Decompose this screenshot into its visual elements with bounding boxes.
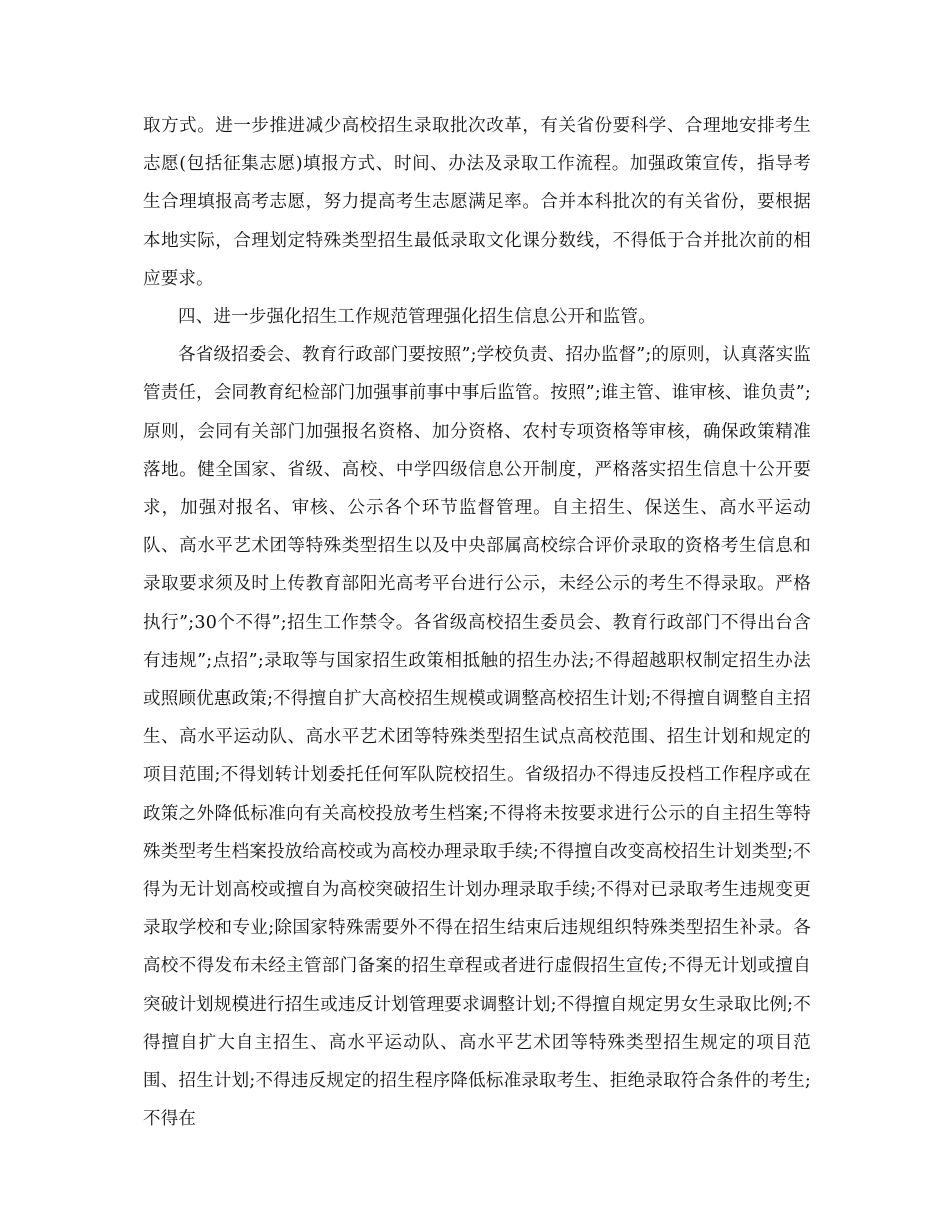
- document-body: [143, 107, 811, 1138]
- paragraph-admission-methods: 取方式。进一步推进减少高校招生录取批次改革，有关省份要科学、合理地安排考生志愿(包括征集志愿)填报方式、时间、办法及录取工作流程。加强政策宣传，指导考生合理填报高考志愿，努力提高考生志愿满足率。合并本科批次的有关省份，要根据本地实际，合理划定特殊类型招生最低录取文化课分数线，不得低于合并批次前的相应要求。: [143, 116, 811, 289]
- paragraph-supervision: 各省级招委会、教育行政部门要按照”;学校负责、招办监督”;的原则，认真落实监管责任，会同教育纪检部门加强事前事中事后监管。按照”;谁主管、谁审核、谁负责”;原则，会同有关部门加强报名资格、加分资格、农村专项资格等审核，确保政策精准落地。健全国家、省级、高校、中学四级信息公开制度，严格落实招生信息十公开要求，加强对报名、审核、公示各个环节监督管理。自主招生、保送生、高水平运动队、高水平艺术团等特殊类型招生以及中央部属高校综合评价录取的资格考生信息和录取要求须及时上传教育部阳光高考平台进行公示，未经公示的考生不得录取。严格执行”;30个不得”;招生工作禁令。各省级高校招生委员会、教育行政部门不得出台含有违规”;点招”;录取等与国家招生政策相抵触的招生办法;不得超越职权制定招生办法或照顾优惠政策;不得擅自扩大高校招生规模或调整高校招生计划;不得擅自调整自主招生、高水平运动队、高水平艺术团等特殊类型招生试点高校范围、招生计划和规定的项目范围;不得划转计划委托任何军队院校招生。省级招办不得违反投档工作程序或在政策之外降低标准向有关高校投放考生档案;不得将未按要求进行公示的自主招生等特殊类型考生档案投放给高校或为高校办理录取手续;不得擅自改变高校招生计划类型;不得为无计划高校或擅自为高校突破招生计划办理录取手续;不得对已录取考生违规变更录取学校和专业;除国家特殊需要外不得在招生结束后违规组织特殊类型招生补录。各高校不得发布未经主管部门备案的招生章程或者进行虚假招生宣传;不得无计划或擅自突破计划规模进行招生或违反计划管理要求调整计划;不得擅自规定男女生录取比例;不得擅自扩大自主招生、高水平运动队、高水平艺术团等特殊类型招生规定的项目范围、招生计划;不得违反规定的招生程序降低标准录取考生、拒绝录取符合条件的考生;不得在: [143, 345, 811, 1130]
- paragraph-section-heading: 四、进一步强化招生工作规范管理强化招生信息公开和监管。: [178, 307, 656, 328]
